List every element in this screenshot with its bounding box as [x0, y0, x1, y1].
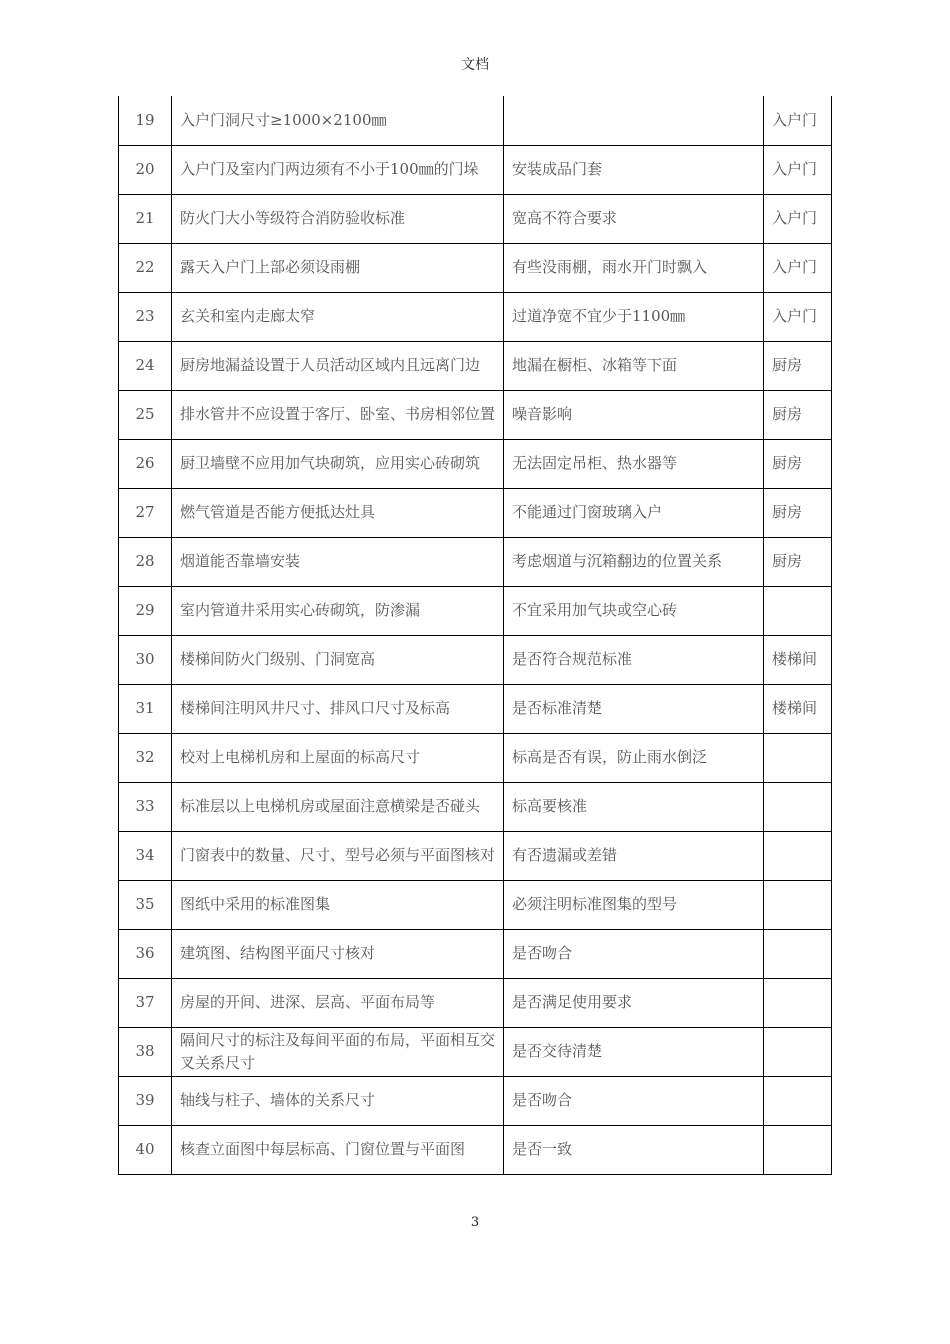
- row-number-cell: 40: [119, 1125, 172, 1174]
- table-row: [119, 684, 832, 733]
- row-number-cell: 25: [119, 390, 172, 439]
- row-number-cell: 27: [119, 488, 172, 537]
- page-header: 文档: [461, 57, 489, 73]
- category-cell: 入户门: [764, 194, 832, 243]
- category-cell: [764, 586, 832, 635]
- row-number-cell: 32: [119, 733, 172, 782]
- category-cell: [764, 782, 832, 831]
- note-cell: 有否遗漏或差错: [504, 831, 764, 880]
- note-cell: 是否标准清楚: [504, 684, 764, 733]
- note-cell: 必须注明标准图集的型号: [504, 880, 764, 929]
- row-number-cell: 23: [119, 292, 172, 341]
- note-cell: 是否吻合: [504, 1076, 764, 1125]
- row-number-cell: 20: [119, 145, 172, 194]
- category-cell: 厨房: [764, 488, 832, 537]
- category-cell: [764, 1076, 832, 1125]
- note-cell: 是否符合规范标准: [504, 635, 764, 684]
- note-cell: 地漏在橱柜、冰箱等下面: [504, 341, 764, 390]
- check-item-cell: 入户门洞尺寸≥1000×2100㎜: [172, 96, 504, 145]
- check-item-cell: 烟道能否靠墙安装: [172, 537, 504, 586]
- row-number-cell: 19: [119, 96, 172, 145]
- note-cell: 考虑烟道与沉箱翻边的位置关系: [504, 537, 764, 586]
- note-cell: 不能通过门窗玻璃入户: [504, 488, 764, 537]
- category-cell: [764, 880, 832, 929]
- check-item-cell: 排水管井不应设置于客厅、卧室、书房相邻位置: [172, 390, 504, 439]
- category-cell: 厨房: [764, 390, 832, 439]
- table-row: [119, 1125, 832, 1174]
- row-number-cell: 31: [119, 684, 172, 733]
- note-cell: 是否交待清楚: [504, 1027, 764, 1076]
- table-row: [119, 194, 832, 243]
- category-cell: 楼梯间: [764, 684, 832, 733]
- table-row: [119, 831, 832, 880]
- note-cell: [504, 96, 764, 145]
- row-number-cell: 22: [119, 243, 172, 292]
- category-cell: 厨房: [764, 341, 832, 390]
- category-cell: 入户门: [764, 96, 832, 145]
- table-row: [119, 243, 832, 292]
- category-cell: 入户门: [764, 145, 832, 194]
- row-number-cell: 24: [119, 341, 172, 390]
- check-item-cell: 楼梯间防火门级别、门洞宽高: [172, 635, 504, 684]
- category-cell: 入户门: [764, 292, 832, 341]
- table-row: [119, 586, 832, 635]
- table-row: [119, 880, 832, 929]
- check-item-cell: 核查立面图中每层标高、门窗位置与平面图: [172, 1125, 504, 1174]
- row-number-cell: 36: [119, 929, 172, 978]
- table-row: [119, 390, 832, 439]
- page-number: 3: [470, 1215, 480, 1230]
- note-cell: 安装成品门套: [504, 145, 764, 194]
- check-item-cell: 厨卫墙壁不应用加气块砌筑，应用实心砖砌筑: [172, 439, 504, 488]
- category-cell: [764, 1125, 832, 1174]
- row-number-cell: 35: [119, 880, 172, 929]
- row-number-cell: 30: [119, 635, 172, 684]
- category-cell: [764, 831, 832, 880]
- category-cell: [764, 929, 832, 978]
- category-cell: 入户门: [764, 243, 832, 292]
- note-cell: 宽高不符合要求: [504, 194, 764, 243]
- row-number-cell: 33: [119, 782, 172, 831]
- check-item-cell: 标准层以上电梯机房或屋面注意横梁是否碰头: [172, 782, 504, 831]
- row-number-cell: 21: [119, 194, 172, 243]
- table-row: [119, 929, 832, 978]
- note-cell: 是否一致: [504, 1125, 764, 1174]
- row-number-cell: 39: [119, 1076, 172, 1125]
- check-item-cell: 防火门大小等级符合消防验收标准: [172, 194, 504, 243]
- check-item-cell: 轴线与柱子、墙体的关系尺寸: [172, 1076, 504, 1125]
- table-row: [119, 292, 832, 341]
- table-row: [119, 488, 832, 537]
- review-checklist-table: [118, 96, 832, 1175]
- check-item-cell: 隔间尺寸的标注及每间平面的布局，平面相互交叉关系尺寸: [172, 1027, 504, 1076]
- table-row: [119, 782, 832, 831]
- check-item-cell: 图纸中采用的标准图集: [172, 880, 504, 929]
- table-row: [119, 341, 832, 390]
- check-item-cell: 门窗表中的数量、尺寸、型号必须与平面图核对: [172, 831, 504, 880]
- note-cell: 噪音影响: [504, 390, 764, 439]
- category-cell: 厨房: [764, 439, 832, 488]
- note-cell: 是否吻合: [504, 929, 764, 978]
- note-cell: 有些没雨棚，雨水开门时飘入: [504, 243, 764, 292]
- table-row: [119, 537, 832, 586]
- check-item-cell: 室内管道井采用实心砖砌筑，防渗漏: [172, 586, 504, 635]
- category-cell: 楼梯间: [764, 635, 832, 684]
- note-cell: 标高要核准: [504, 782, 764, 831]
- table-row: [119, 145, 832, 194]
- check-item-cell: 燃气管道是否能方便抵达灶具: [172, 488, 504, 537]
- check-item-cell: 房屋的开间、进深、层高、平面布局等: [172, 978, 504, 1027]
- category-cell: [764, 978, 832, 1027]
- table-row: [119, 733, 832, 782]
- category-cell: 厨房: [764, 537, 832, 586]
- row-number-cell: 29: [119, 586, 172, 635]
- table-row: [119, 635, 832, 684]
- table-row: [119, 1027, 832, 1076]
- row-number-cell: 34: [119, 831, 172, 880]
- row-number-cell: 26: [119, 439, 172, 488]
- table-row: [119, 96, 832, 145]
- row-number-cell: 28: [119, 537, 172, 586]
- check-item-cell: 建筑图、结构图平面尺寸核对: [172, 929, 504, 978]
- note-cell: 无法固定吊柜、热水器等: [504, 439, 764, 488]
- row-number-cell: 38: [119, 1027, 172, 1076]
- table-row: [119, 1076, 832, 1125]
- row-number-cell: 37: [119, 978, 172, 1027]
- check-item-cell: 楼梯间注明风井尺寸、排风口尺寸及标高: [172, 684, 504, 733]
- category-cell: [764, 733, 832, 782]
- check-item-cell: 校对上电梯机房和上屋面的标高尺寸: [172, 733, 504, 782]
- check-item-cell: 入户门及室内门两边须有不小于100㎜的门垛: [172, 145, 504, 194]
- check-item-cell: 厨房地漏益设置于人员活动区域内且远离门边: [172, 341, 504, 390]
- note-cell: 不宜采用加气块或空心砖: [504, 586, 764, 635]
- table-row: [119, 439, 832, 488]
- check-item-cell: 露天入户门上部必须设雨棚: [172, 243, 504, 292]
- note-cell: 标高是否有误，防止雨水倒泛: [504, 733, 764, 782]
- note-cell: 是否满足使用要求: [504, 978, 764, 1027]
- table-row: [119, 978, 832, 1027]
- category-cell: [764, 1027, 832, 1076]
- note-cell: 过道净宽不宜少于1100㎜: [504, 292, 764, 341]
- check-item-cell: 玄关和室内走廊太窄: [172, 292, 504, 341]
